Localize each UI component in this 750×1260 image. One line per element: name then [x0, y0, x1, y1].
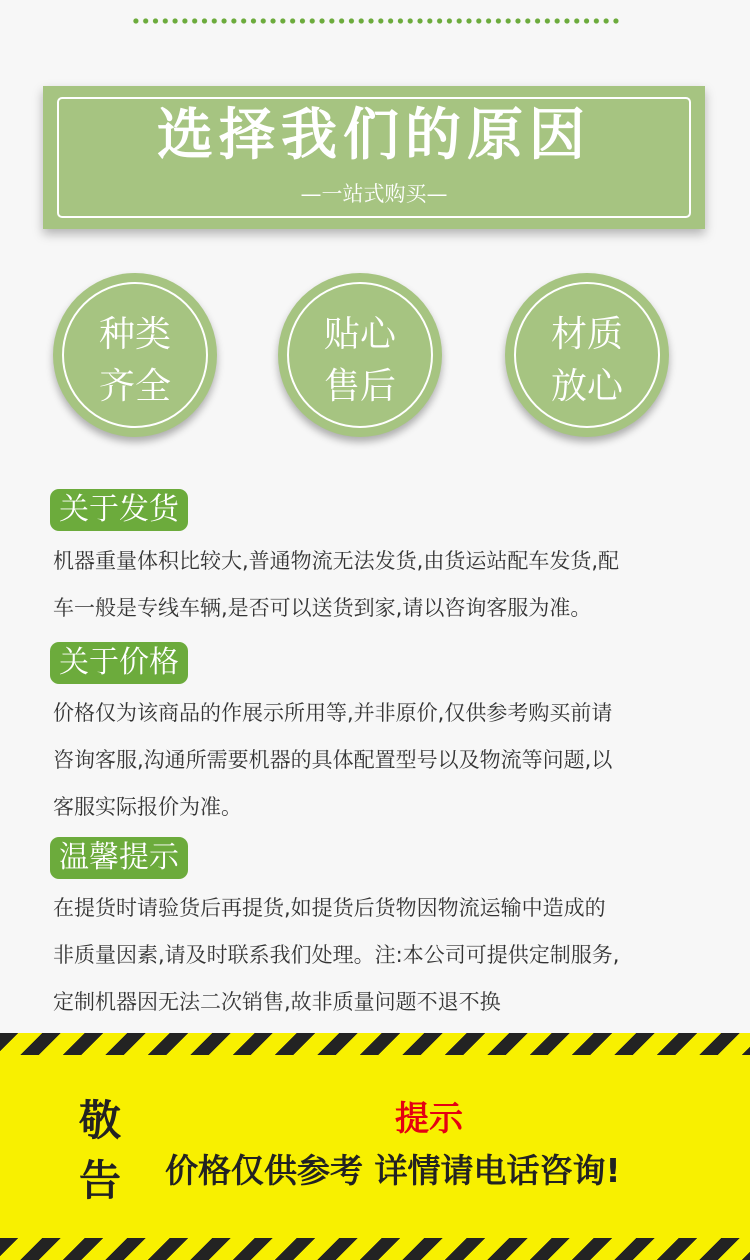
header-banner — [43, 86, 705, 229]
badge-text — [53, 309, 217, 413]
hazard-stripe-top — [0, 1033, 750, 1055]
section-body-price — [53, 690, 718, 831]
body-line: 客服实际报价为准。 — [53, 795, 242, 819]
badge-line2: 齐全 — [98, 366, 171, 407]
hazard-stripe-bottom — [0, 1238, 750, 1260]
badge-text — [505, 309, 669, 413]
body-line: 定制机器因无法二次销售,故非质量问题不退不换 — [53, 990, 501, 1014]
badge-line1: 贴心 — [323, 314, 396, 355]
notice-label-top: 敬 — [78, 1096, 121, 1145]
body-line: 价格仅为该商品的作展示所用等,并非原价,仅供参考购买前请 — [53, 701, 613, 725]
notice-text: 价格仅供参考 详情请电话咨询! — [165, 1151, 621, 1190]
feature-badge-service — [278, 273, 442, 437]
feature-badge-variety — [53, 273, 217, 437]
badge-line2: 放心 — [550, 366, 623, 407]
body-line: 车一般是专线车辆,是否可以送货到家,请以咨询客服为准。 — [53, 596, 592, 620]
badge-line1: 材质 — [550, 314, 623, 355]
badge-text — [278, 309, 442, 413]
dotted-divider — [131, 17, 621, 25]
body-line: 非质量因素,请及时联系我们处理。注:本公司可提供定制服务, — [53, 943, 620, 967]
badge-line1: 种类 — [98, 314, 171, 355]
body-line: 在提货时请验货后再提货,如提货后货物因物流运输中造成的 — [53, 896, 606, 920]
notice-panel — [0, 1033, 750, 1260]
section-body-shipping — [53, 538, 718, 632]
section-heading-tips: 温馨提示 — [50, 837, 188, 879]
page-subtitle: —一站式购买— — [300, 182, 448, 206]
badge-line2: 售后 — [323, 366, 396, 407]
page-title: 选择我们的原因 — [157, 103, 591, 168]
section-body-tips — [53, 885, 718, 1026]
notice-label-bottom: 告 — [78, 1156, 121, 1205]
body-line: 机器重量体积比较大,普通物流无法发货,由货运站配车发货,配 — [53, 549, 620, 573]
body-line: 咨询客服,沟通所需要机器的具体配置型号以及物流等问题,以 — [53, 748, 613, 772]
feature-badge-material — [505, 273, 669, 437]
section-heading-price: 关于价格 — [50, 642, 188, 684]
section-heading-shipping: 关于发货 — [50, 489, 188, 531]
notice-hint: 提示 — [395, 1099, 463, 1139]
